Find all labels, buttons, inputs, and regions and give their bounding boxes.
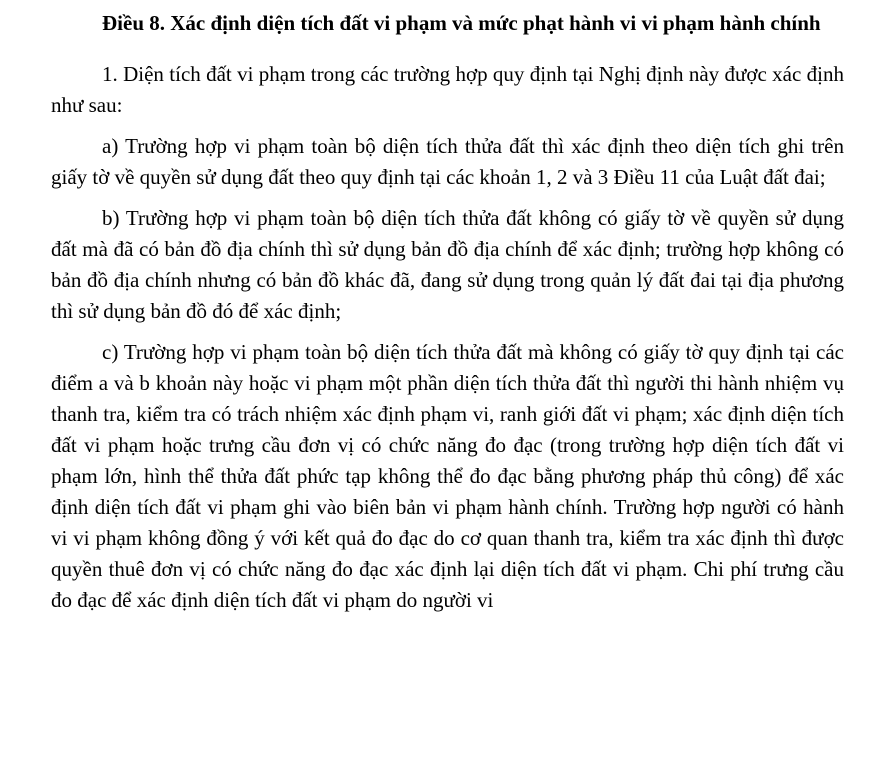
article-heading: Điều 8. Xác định diện tích đất vi phạm và mức phạt hành vi vi phạm hành chính	[102, 11, 821, 35]
point-a-paragraph: a) Trường hợp vi phạm toàn bộ diện tích thửa đất thì xác định theo diện tích ghi trên giấy tờ về quyền sử dụng đất theo quy định tại các khoản 1, 2 và 3 Điều 11 của Luật đất đai;	[51, 134, 844, 189]
clause-1-paragraph: 1. Diện tích đất vi phạm trong các trường hợp quy định tại Nghị định này được xác định như sau:	[51, 62, 844, 117]
point-c-paragraph: c) Trường hợp vi phạm toàn bộ diện tích thửa đất mà không có giấy tờ quy định tại các điểm a và b khoản này hoặc vi phạm một phần diện tích thửa đất thì người thi hành nhiệm vụ thanh tra, kiểm tra có trách nhiệm xác định phạm vi, ranh giới đất vi phạm; xác định diện tích đất vi phạm hoặc trưng cầu đơn vị có chức năng đo đạc (trong trường hợp diện tích đất vi phạm lớn, hình thể thửa đất phức tạp không thể đo đạc bằng phương pháp thủ công) để xác định diện tích đất vi phạm ghi vào biên bản vi phạm hành chính. Trường hợp người có hành vi vi phạm không đồng ý với kết quả đo đạc do cơ quan thanh tra, kiểm tra xác định thì được quyền thuê đơn vị có chức năng đo đạc xác định lại diện tích đất vi phạm. Chi phí trưng cầu đo đạc để xác định diện tích đất vi phạm do người vi	[51, 340, 844, 612]
point-b-paragraph: b) Trường hợp vi phạm toàn bộ diện tích thửa đất không có giấy tờ về quyền sử dụng đất mà đã có bản đồ địa chính thì sử dụng bản đồ địa chính để xác định; trường hợp không có bản đồ địa chính nhưng có bản đồ khác đã, đang sử dụng trong quản lý đất đai tại địa phương thì sử dụng bản đồ đó để xác định;	[51, 206, 844, 323]
